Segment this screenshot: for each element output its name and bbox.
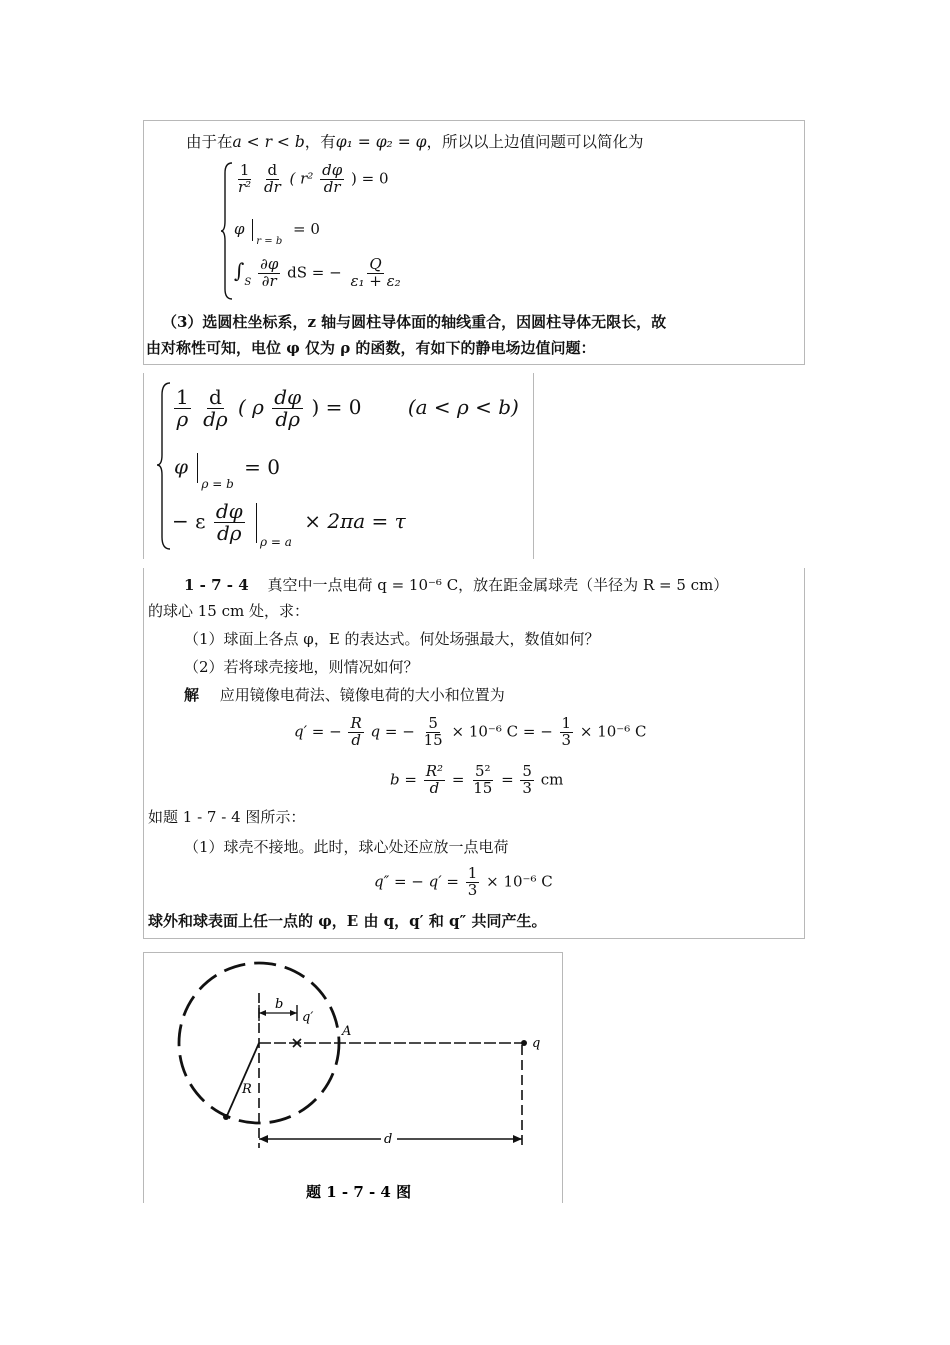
frac-den: dr <box>263 177 281 196</box>
frac-den: 15 <box>473 778 493 797</box>
integral-subscript: S <box>244 277 252 289</box>
eq-open: ( ρ <box>238 395 264 419</box>
eq-mid2: × 10⁻⁶ C = − <box>451 722 553 741</box>
eq-gauss-integral <box>234 257 405 290</box>
eq-rhs: × 10⁻⁶ C <box>579 722 647 741</box>
frac-num: d <box>208 385 222 409</box>
eq-center-charge <box>374 866 553 899</box>
problem-header-line <box>184 578 728 593</box>
problem-1-7-4-block <box>143 568 805 939</box>
label-d: d <box>384 1132 393 1147</box>
frac-den: 3 <box>561 730 572 749</box>
eq-charge-condition <box>172 499 406 549</box>
frac-5-over-3 <box>520 764 534 797</box>
solution-label: 解 <box>184 686 200 704</box>
conclusion-line: 球外和球表面上任一点的 φ，E 由 q，q′ 和 q″ 共同产生。 <box>148 912 547 930</box>
eq-lhs: q′ = − <box>294 722 342 741</box>
integral-sign: ∫ <box>234 258 245 283</box>
eq-rhs: × 10⁻⁶ C <box>486 872 553 891</box>
frac-5-over-15 <box>422 716 445 749</box>
frac-den: 15 <box>423 730 443 749</box>
problem-number: 1 - 7 - 4 <box>184 576 249 594</box>
frac-1-over-3 <box>560 716 574 749</box>
eval-bar <box>256 503 257 543</box>
frac-1-over-rho <box>174 387 191 430</box>
frac-den: dρ <box>275 407 300 431</box>
frac-den: ρ <box>176 407 189 431</box>
figure-1-7-4 <box>143 952 563 1203</box>
eq-lhs: q″ = − q′ = <box>374 872 459 891</box>
eq-laplace-spherical <box>234 163 389 196</box>
frac-R-over-d <box>348 716 363 749</box>
frac-den: dr <box>323 177 341 196</box>
eq-rhs: = 0 <box>293 220 320 238</box>
label-A: A <box>342 1024 352 1039</box>
question-1: （1）球面上各点 φ，E 的表达式。何处场强最大，数值如何？ <box>184 630 600 648</box>
frac-num: 5² <box>474 762 491 780</box>
frac-d-drho <box>201 387 230 430</box>
frac-den: d <box>429 778 440 797</box>
radius-line <box>226 1043 259 1118</box>
frac-den: 3 <box>467 880 478 899</box>
part3-line2: 由对称性可知，电位 φ 仅为 ρ 的函数，有如下的静电场边值问题： <box>146 339 596 357</box>
frac-d-dr <box>262 163 283 196</box>
label-R: R <box>242 1082 252 1097</box>
phi-symbol: φ <box>174 454 189 479</box>
figure-caption: 题 1 - 7 - 4 图 <box>306 1183 412 1201</box>
b-arrow-right <box>290 1010 297 1016</box>
label-q: q <box>532 1036 541 1051</box>
frac-num: 5 <box>522 762 532 780</box>
label-b: b <box>275 997 284 1012</box>
eq-laplace-cylindrical <box>172 387 519 430</box>
frac-num: 5 <box>428 714 438 732</box>
eq-ds: dS = − <box>287 263 342 282</box>
question-2: （2）若将球壳接地，则情况如何？ <box>184 658 419 676</box>
boundary-simplification-block <box>143 120 805 365</box>
frac-R2-over-d <box>424 764 445 797</box>
intro-equality: φ₁ = φ₂ = φ <box>335 133 427 151</box>
label-qprime: q′ <box>302 1010 314 1025</box>
frac-num: 1 <box>467 864 478 882</box>
frac-num: 1 <box>561 714 572 732</box>
eval-subscript: ρ = b <box>201 476 234 491</box>
frac-num: R <box>350 714 362 732</box>
part3-line1: （3）选圆柱坐标系，z 轴与圆柱导体面的轴线重合，因圆柱导体无限长，故 <box>162 313 667 331</box>
frac-num: dφ <box>322 161 343 179</box>
eq-close: ) = 0 <box>351 169 389 188</box>
intro-prefix: 由于在 <box>186 133 233 151</box>
frac-25-over-15 <box>471 764 494 797</box>
frac-den: dρ <box>203 407 228 431</box>
frac-num: 1 <box>239 161 250 179</box>
problem-text-1: 真空中一点电荷 q = 10⁻⁶ C，放在距金属球壳（半径为 R = 5 cm） <box>267 576 729 594</box>
frac-den: 3 <box>522 778 532 797</box>
eq-equals: = <box>501 770 514 789</box>
intro-condition: a < r < b <box>232 133 305 151</box>
eq-lhs: b = <box>390 770 417 789</box>
solution-text: 应用镜像电荷法、镜像电荷的大小和位置为 <box>219 686 505 704</box>
eq-condition: (a < ρ < b) <box>407 395 519 419</box>
eval-subscript: r = b <box>256 236 283 247</box>
image-charge-diagram <box>144 953 562 1203</box>
case-1-line: （1）球壳不接地。此时，球心处还应放一点电荷 <box>184 838 509 856</box>
frac-partial-phi-r <box>258 257 280 290</box>
cylindrical-boundary-block <box>143 373 534 559</box>
left-brace <box>220 161 234 301</box>
frac-dphi-dr <box>320 163 344 196</box>
frac-den: ∂r <box>261 271 277 290</box>
eq-equals: = <box>451 770 465 789</box>
eval-bar <box>197 453 198 483</box>
frac-den: d <box>351 730 361 749</box>
frac-num: ∂φ <box>260 255 279 273</box>
eq-mid: q = − <box>370 722 415 741</box>
frac-q-over-eps <box>348 257 402 290</box>
eval-subscript: ρ = a <box>260 535 292 549</box>
eq-boundary-r-b <box>234 219 320 247</box>
eq-image-position <box>390 764 563 797</box>
frac-num: Q <box>369 255 382 273</box>
intro-suffix: ，所以以上边值问题可以简化为 <box>426 133 644 151</box>
frac-num: d <box>267 161 278 179</box>
frac-1-over-3 <box>466 866 480 899</box>
solution-line <box>184 688 505 703</box>
intro-line <box>186 135 643 151</box>
eq-prefix: − ε <box>172 509 206 533</box>
frac-dphi-drho <box>214 501 245 544</box>
eq-rhs: = 0 <box>244 454 280 479</box>
b-arrow-left <box>259 1010 266 1016</box>
frac-den: ε₁ + ε₂ <box>350 271 401 290</box>
frac-1-over-r2 <box>236 163 253 196</box>
frac-num: 1 <box>176 385 189 409</box>
phi-symbol: φ <box>234 220 245 238</box>
frac-den: dρ <box>216 521 242 545</box>
eq-rhs: × 2πa = τ <box>304 509 406 533</box>
figure-reference: 如题 1 - 7 - 4 图所示： <box>148 808 306 826</box>
problem-line2: 的球心 15 cm 处，求： <box>148 602 310 620</box>
eq-open: ( r² <box>289 169 314 188</box>
left-brace <box>156 381 172 551</box>
eval-bar <box>252 219 253 241</box>
frac-num: dφ <box>215 499 243 523</box>
eq-unit: cm <box>540 770 564 789</box>
d-arrow-right <box>513 1135 522 1143</box>
frac-den: r² <box>238 177 252 196</box>
d-arrow-left <box>259 1135 268 1143</box>
eq-image-charge <box>294 716 646 749</box>
eq-close: ) = 0 <box>311 395 362 419</box>
frac-dphi-drho <box>272 387 303 430</box>
intro-mid: ，有 <box>304 133 336 151</box>
frac-num: R² <box>425 762 444 780</box>
frac-num: dφ <box>274 385 302 409</box>
radius-end-dot <box>223 1114 229 1120</box>
